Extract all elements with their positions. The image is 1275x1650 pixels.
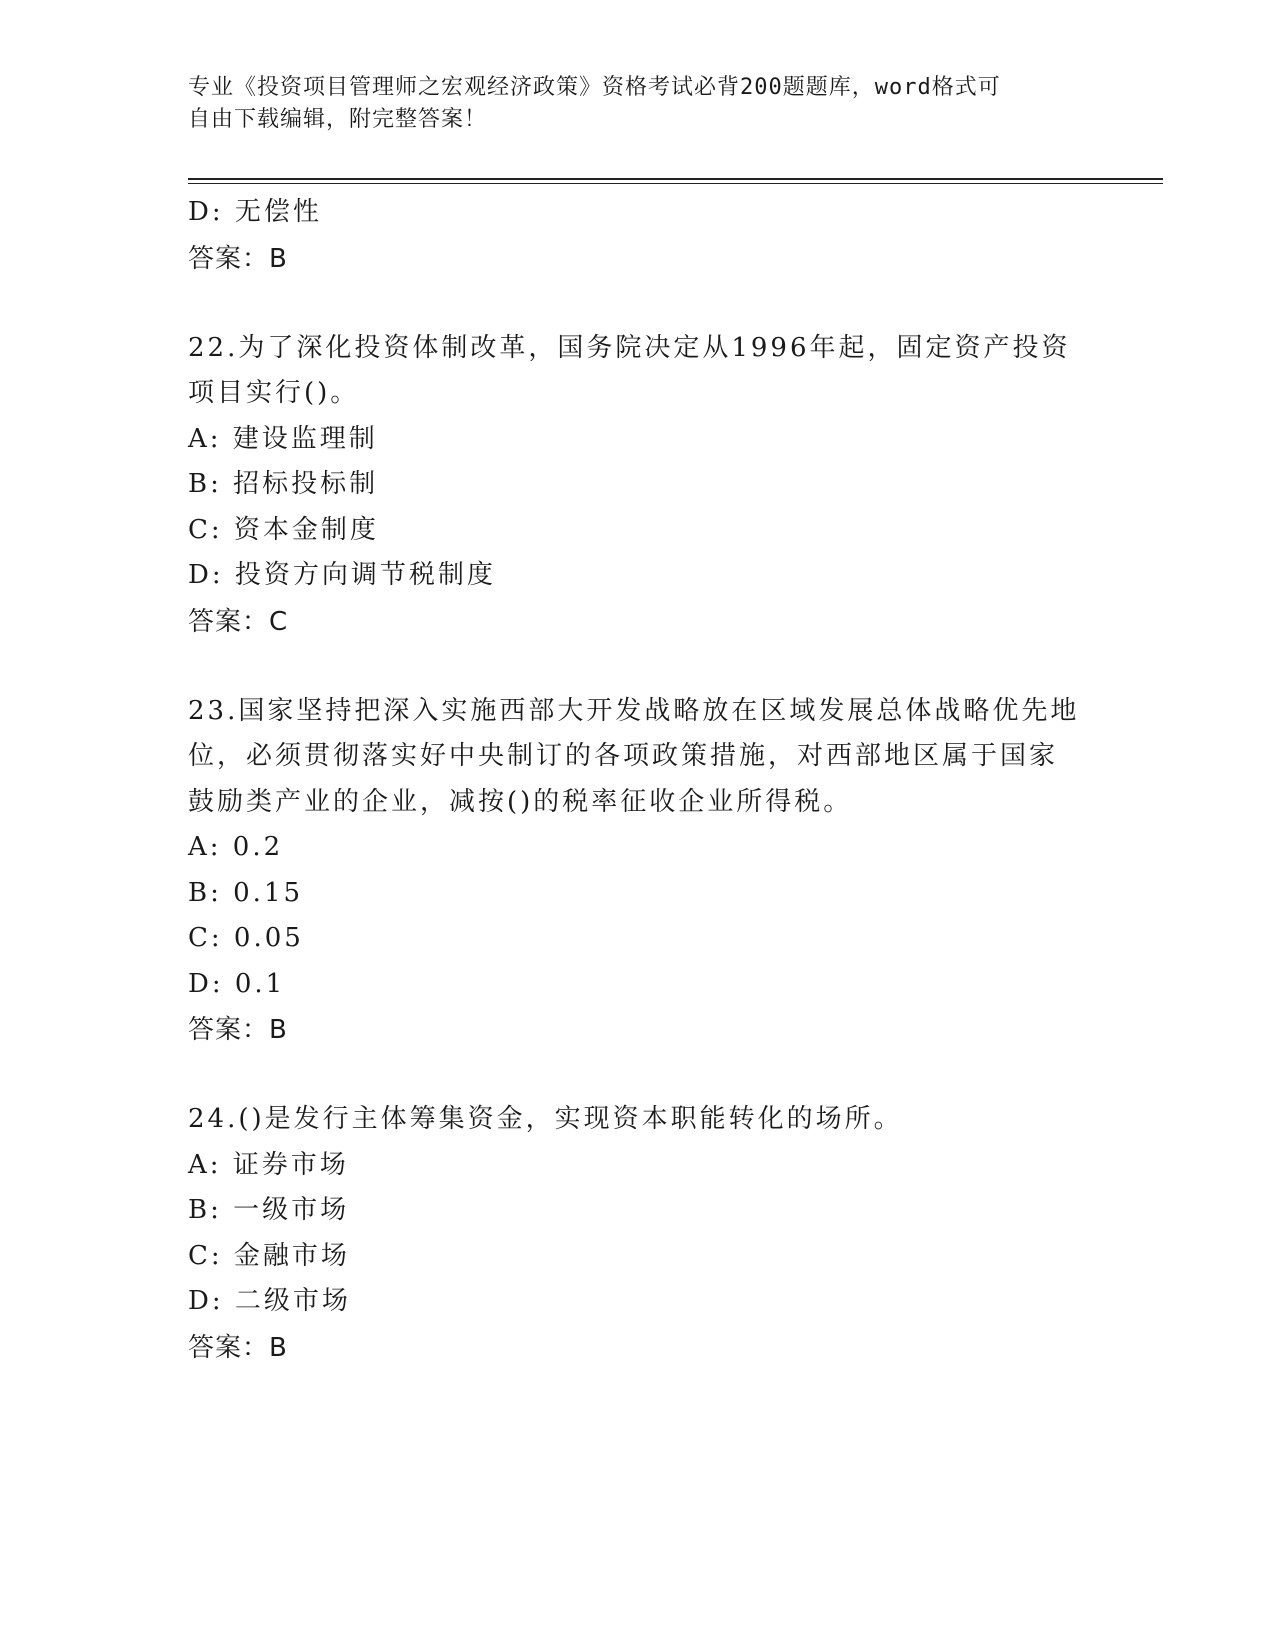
- question-gap: [188, 1053, 1088, 1097]
- header-line-2: 自由下载编辑，附完整答案！: [188, 107, 488, 132]
- question-gap: [188, 282, 1088, 326]
- option-b: B: 招标投标制: [188, 469, 379, 499]
- option-a: A: 建设监理制: [188, 423, 378, 454]
- option-d: D: 无偿性: [188, 197, 322, 227]
- question-stem-line: 项目实行()。: [188, 378, 360, 408]
- answer-line: 答案：B: [188, 1332, 288, 1363]
- previous-question-tail: [188, 190, 1088, 282]
- question-stem-line: 位，必须贯彻落实好中央制订的各项政策措施，对西部地区属于国家: [188, 741, 1059, 771]
- header-divider-thin: [188, 183, 1163, 184]
- header-line-1: 专业《投资项目管理师之宏观经济政策》资格考试必背200题题库，word格式可: [188, 75, 1001, 100]
- question-stem-line: 鼓励类产业的企业，减按()的税率征收企业所得税。: [188, 786, 853, 817]
- option-b: B: 一级市场: [188, 1195, 350, 1225]
- question-stem-line: 22.为了深化投资体制改革，国务院决定从1996年起，固定资产投资: [188, 332, 1071, 363]
- document-header: [188, 72, 1088, 136]
- question-24: [188, 1097, 1088, 1371]
- question-23: [188, 689, 1088, 1054]
- option-d: D: 投资方向调节税制度: [188, 560, 496, 590]
- question-stem-line: 24.()是发行主体筹集资金，实现资本职能转化的场所。: [188, 1104, 903, 1134]
- question-stem-line: 23.国家坚持把深入实施西部大开发战略放在区域发展总体战略优先地: [188, 695, 1080, 726]
- option-b: B: 0.15: [188, 877, 304, 908]
- document-body: [188, 190, 1088, 1371]
- header-divider-thick: [188, 178, 1163, 180]
- option-d: D: 二级市场: [188, 1286, 351, 1316]
- answer-line: 答案：B: [188, 1015, 288, 1045]
- option-d: D: 0.1: [188, 968, 286, 999]
- question-gap: [188, 645, 1088, 689]
- answer-line: 答案：C: [188, 606, 289, 637]
- option-c: C: 金融市场: [188, 1240, 350, 1271]
- option-a: A: 0.2: [188, 832, 284, 862]
- option-c: C: 0.05: [188, 923, 304, 953]
- question-22: [188, 326, 1088, 645]
- option-a: A: 证券市场: [188, 1149, 349, 1180]
- option-c: C: 资本金制度: [188, 514, 379, 545]
- answer-line: 答案：B: [188, 243, 288, 274]
